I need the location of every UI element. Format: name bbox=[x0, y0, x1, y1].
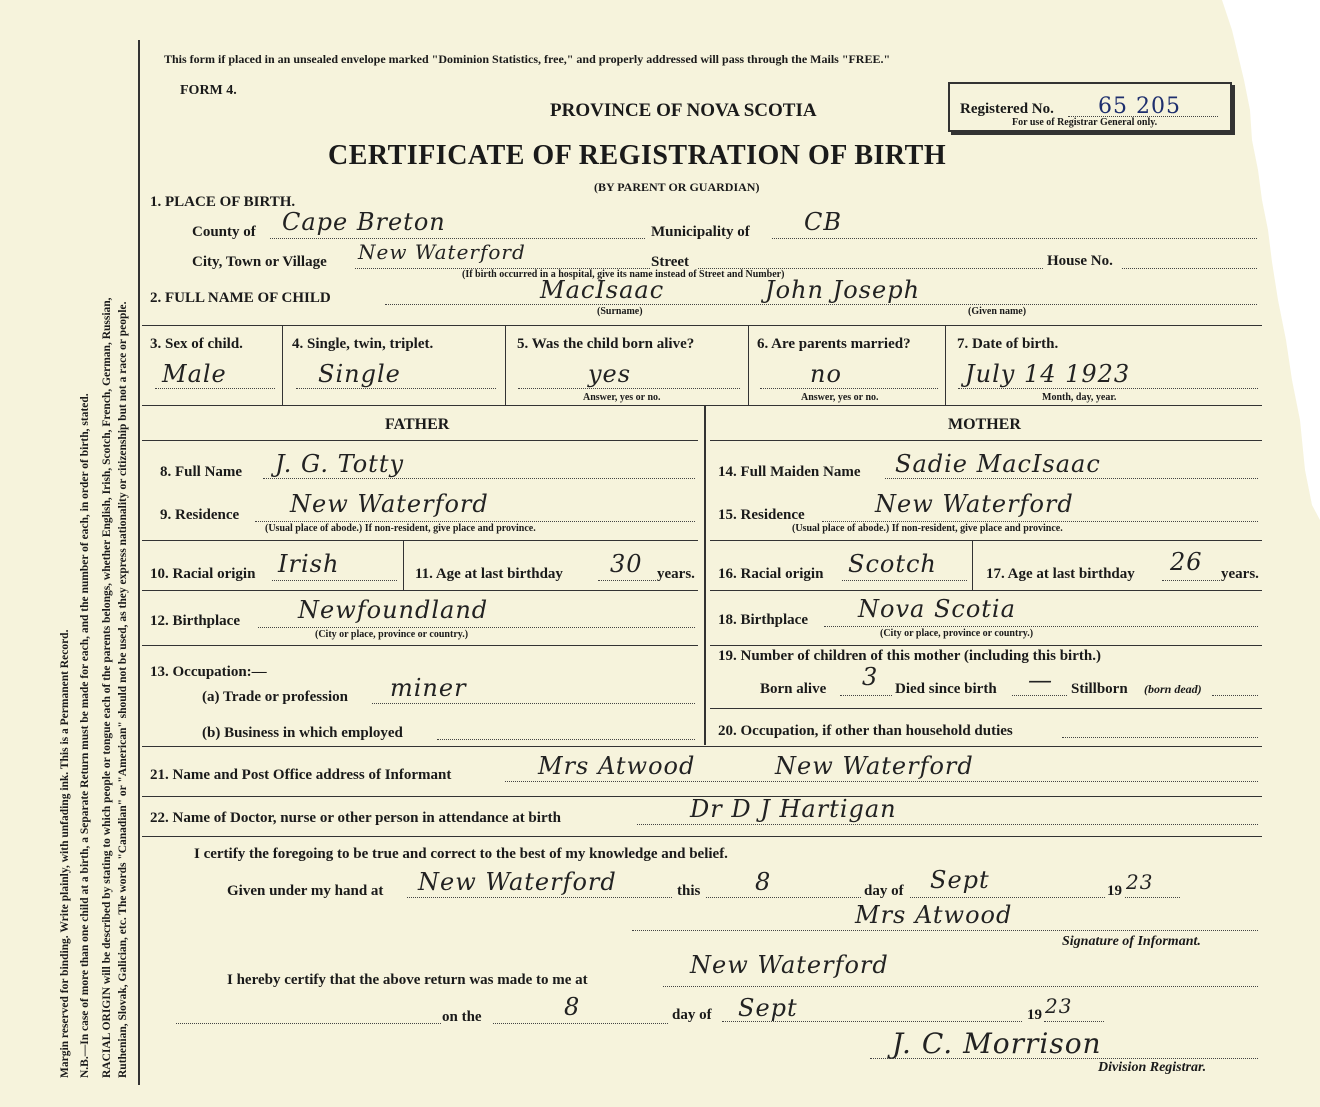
father-age-divider bbox=[403, 540, 404, 590]
date-of-birth-label: 7. Date of birth. bbox=[957, 336, 1059, 352]
year-line bbox=[1125, 897, 1180, 898]
mother-residence-caption: (Usual place of abode.) If non-resident, give place and province. bbox=[792, 523, 1063, 534]
mother-heading-rule bbox=[710, 440, 1262, 441]
mother-birthplace-label: 18. Birthplace bbox=[718, 612, 808, 628]
year-prefix: 19 bbox=[1107, 883, 1122, 899]
registrar-signature-caption: Division Registrar. bbox=[1098, 1060, 1207, 1075]
mother-racial-line bbox=[842, 580, 967, 581]
father-racial-line bbox=[272, 580, 397, 581]
sex-value: Male bbox=[162, 360, 227, 388]
born-alive-count-value: 3 bbox=[862, 663, 879, 691]
given-name-caption: (Given name) bbox=[968, 306, 1027, 317]
certify-text: I certify the foregoing to be true and correct to the best of my knowledge and belief. bbox=[194, 846, 728, 862]
month-value: Sept bbox=[930, 866, 990, 894]
single-twin-line bbox=[296, 388, 496, 389]
date-of-birth-value: July 14 1923 bbox=[965, 360, 1131, 388]
mother-name-line bbox=[885, 478, 1258, 479]
side-note-nb: N.B.—In case of more than one child at a birth, a Separate Return must be made for each, and the number of each, in order of birth, stated. bbox=[79, 393, 91, 1078]
mother-rule-2 bbox=[710, 540, 1262, 541]
father-birthplace-value: Newfoundland bbox=[298, 596, 489, 624]
mother-age-value: 26 bbox=[1170, 548, 1203, 576]
mail-notice: This form if placed in an unsealed envelope marked "Dominion Statistics, free," and properly addressed will pass through the Mails "FREE." bbox=[164, 52, 891, 66]
business-line bbox=[437, 739, 695, 740]
died-since-birth-label: Died since birth bbox=[895, 681, 997, 697]
single-twin-value: Single bbox=[318, 360, 401, 388]
day-line bbox=[706, 897, 861, 898]
this-label: this bbox=[677, 883, 701, 899]
county-label: County of bbox=[192, 224, 256, 240]
day-value: 8 bbox=[755, 868, 772, 896]
side-note-margin: Margin reserved for binding. Write plainly, with unfading ink. This is a Permanent Record. bbox=[59, 629, 71, 1078]
mother-residence-line bbox=[822, 521, 1258, 522]
place-of-birth-heading: 1. PLACE OF BIRTH. bbox=[150, 194, 296, 210]
informant-signature: Mrs Atwood bbox=[855, 901, 1013, 929]
details-bottom-rule bbox=[142, 405, 1262, 406]
father-name-line bbox=[263, 478, 695, 479]
father-residence-line bbox=[255, 521, 695, 522]
mother-heading: MOTHER bbox=[948, 416, 1021, 433]
day-of-label: day of bbox=[864, 883, 904, 899]
father-rule-4 bbox=[142, 645, 698, 646]
parents-married-caption: Answer, yes or no. bbox=[801, 392, 879, 403]
side-note-racial-1: RACIAL ORIGIN will be described by stating to which people or tongue each of the parents belongs, whether English, Irish, Scotch, French, German, Russian, bbox=[101, 297, 113, 1078]
born-alive-label: 5. Was the child born alive? bbox=[517, 336, 695, 352]
mother-years-label: years. bbox=[1221, 566, 1259, 582]
doctor-label: 22. Name of Doctor, nurse or other person in attendance at birth bbox=[150, 810, 561, 826]
registrar-blank-line bbox=[176, 1023, 441, 1024]
municipality-value: CB bbox=[804, 208, 842, 236]
informant-address-value: New Waterford bbox=[775, 752, 974, 780]
parents-married-line bbox=[760, 388, 938, 389]
informant-name-value: Mrs Atwood bbox=[538, 752, 696, 780]
born-alive-value: yes bbox=[588, 360, 632, 388]
certificate-title: CERTIFICATE OF REGISTRATION OF BIRTH bbox=[328, 140, 947, 171]
date-of-birth-line bbox=[958, 388, 1258, 389]
reg-day-of-label: day of bbox=[672, 1007, 712, 1023]
father-birthplace-label: 12. Birthplace bbox=[150, 613, 240, 629]
business-label: (b) Business in which employed bbox=[202, 725, 403, 741]
parents-married-label: 6. Are parents married? bbox=[757, 336, 911, 352]
street-label: Street bbox=[651, 254, 690, 270]
informant-line bbox=[505, 781, 1258, 782]
parents-married-value: no bbox=[810, 360, 842, 388]
trade-value: miner bbox=[390, 674, 467, 702]
details-top-rule bbox=[142, 325, 1262, 326]
registrar-place-value: New Waterford bbox=[690, 951, 889, 979]
father-occupation-label: 13. Occupation:— bbox=[150, 664, 267, 680]
father-age-value: 30 bbox=[610, 550, 643, 578]
father-heading: FATHER bbox=[385, 416, 450, 433]
father-years-label: years. bbox=[657, 566, 695, 582]
certificate-subtitle: (BY PARENT OR GUARDIAN) bbox=[594, 180, 760, 194]
child-given-value: John Joseph bbox=[765, 276, 921, 304]
born-alive-count-line bbox=[840, 695, 892, 696]
father-rule-2 bbox=[142, 540, 698, 541]
side-note-racial-2: Ruthenian, Slovak, Galician, etc. The words "Canadian" or "American" should not be used, as they express nationality or citizenship but not a race or people. bbox=[117, 301, 129, 1078]
father-birthplace-line bbox=[258, 627, 695, 628]
stillborn-note: (born dead) bbox=[1144, 682, 1202, 696]
registered-number-box bbox=[948, 82, 1232, 132]
reg-year-prefix: 19 bbox=[1027, 1007, 1042, 1023]
registrar-note: For use of Registrar General only. bbox=[1012, 117, 1158, 128]
mother-rule-5 bbox=[710, 708, 1262, 709]
details-divider-1 bbox=[282, 325, 283, 405]
father-residence-caption: (Usual place of abode.) If non-resident, give place and province. bbox=[265, 523, 536, 534]
form-number: FORM 4. bbox=[180, 83, 237, 98]
mother-age-label: 17. Age at last birthday bbox=[986, 566, 1135, 582]
father-rule-3 bbox=[142, 590, 698, 591]
doctor-value: Dr D J Hartigan bbox=[690, 795, 897, 823]
father-heading-rule bbox=[142, 440, 698, 441]
father-racial-label: 10. Racial origin bbox=[150, 566, 256, 582]
mother-rule-4 bbox=[710, 645, 1262, 646]
house-no-label: House No. bbox=[1047, 253, 1113, 269]
registrar-certify-text: I hereby certify that the above return was made to me at bbox=[227, 972, 588, 988]
born-alive-count-label: Born alive bbox=[760, 681, 827, 697]
date-of-birth-caption: Month, day, year. bbox=[1042, 392, 1117, 403]
given-place-value: New Waterford bbox=[418, 868, 617, 896]
father-residence-label: 9. Residence bbox=[160, 507, 240, 523]
details-divider-2 bbox=[505, 325, 506, 405]
child-name-label: 2. FULL NAME OF CHILD bbox=[150, 290, 331, 306]
born-alive-caption: Answer, yes or no. bbox=[583, 392, 661, 403]
informant-signature-caption: Signature of Informant. bbox=[1062, 934, 1201, 949]
reg-year-line bbox=[1044, 1021, 1104, 1022]
mother-name-value: Sadie MacIsaac bbox=[895, 450, 1101, 478]
stillborn-line bbox=[1212, 695, 1258, 696]
hospital-note: (If birth occurred in a hospital, give its name instead of Street and Number) bbox=[462, 269, 785, 280]
mother-racial-value: Scotch bbox=[848, 550, 937, 578]
mother-rule-3 bbox=[710, 590, 1262, 591]
father-name-value: J. G. Totty bbox=[275, 450, 405, 478]
father-birthplace-caption: (City or place, province or country.) bbox=[315, 629, 469, 640]
city-label: City, Town or Village bbox=[192, 254, 327, 270]
details-divider-3 bbox=[748, 325, 749, 405]
registrar-signature-line bbox=[870, 1058, 1258, 1059]
on-the-label: on the bbox=[442, 1009, 482, 1025]
county-line bbox=[270, 238, 645, 239]
municipality-label: Municipality of bbox=[651, 224, 750, 240]
binding-margin-line bbox=[138, 40, 140, 1085]
trade-label: (a) Trade or profession bbox=[202, 689, 348, 705]
given-under-hand-label: Given under my hand at bbox=[227, 883, 384, 899]
city-value: New Waterford bbox=[358, 240, 526, 264]
reg-year-suffix: 23 bbox=[1045, 994, 1073, 1018]
details-divider-4 bbox=[945, 325, 946, 405]
mother-occupation-label: 20. Occupation, if other than household duties bbox=[718, 723, 1013, 739]
mother-birthplace-line bbox=[824, 626, 1258, 627]
died-since-birth-value: — bbox=[1028, 666, 1053, 694]
year-suffix: 23 bbox=[1126, 870, 1154, 894]
reg-month-value: Sept bbox=[738, 994, 798, 1022]
surname-caption: (Surname) bbox=[597, 306, 643, 317]
sex-line bbox=[155, 388, 275, 389]
mother-racial-label: 16. Racial origin bbox=[718, 566, 824, 582]
reg-day-value: 8 bbox=[564, 993, 581, 1021]
house-no-line bbox=[1122, 268, 1257, 269]
father-age-label: 11. Age at last birthday bbox=[415, 566, 563, 582]
registrar-signature: J. C. Morrison bbox=[892, 1027, 1102, 1060]
mother-birthplace-value: Nova Scotia bbox=[858, 595, 1016, 623]
single-twin-label: 4. Single, twin, triplet. bbox=[292, 336, 434, 352]
informant-label: 21. Name and Post Office address of Informant bbox=[150, 767, 452, 783]
father-name-label: 8. Full Name bbox=[160, 464, 243, 480]
trade-line bbox=[372, 703, 695, 704]
informant-signature-line bbox=[632, 930, 1258, 931]
mother-name-label: 14. Full Maiden Name bbox=[718, 464, 861, 480]
municipality-line bbox=[772, 238, 1257, 239]
father-age-line bbox=[598, 580, 656, 581]
parents-bottom-rule bbox=[142, 746, 1262, 747]
mother-residence-label: 15. Residence bbox=[718, 507, 805, 523]
sex-label: 3. Sex of child. bbox=[150, 336, 243, 352]
mother-age-divider bbox=[972, 540, 973, 590]
mother-occupation-line bbox=[1062, 737, 1258, 738]
province-heading: PROVINCE OF NOVA SCOTIA bbox=[550, 100, 817, 121]
doctor-bottom-rule bbox=[142, 836, 1262, 837]
mother-age-line bbox=[1162, 580, 1220, 581]
registered-number-value: 65 205 bbox=[1098, 94, 1181, 119]
father-residence-value: New Waterford bbox=[290, 490, 489, 518]
mother-birthplace-caption: (City or place, province or country.) bbox=[880, 628, 1034, 639]
parents-center-divider bbox=[704, 405, 706, 745]
doctor-line bbox=[637, 824, 1258, 825]
died-since-birth-line bbox=[1012, 695, 1067, 696]
month-line bbox=[910, 897, 1105, 898]
mother-residence-value: New Waterford bbox=[875, 490, 1074, 518]
reg-day-line bbox=[493, 1023, 668, 1024]
given-place-line bbox=[407, 897, 672, 898]
child-surname-value: MacIsaac bbox=[540, 276, 665, 304]
county-value: Cape Breton bbox=[282, 208, 446, 236]
child-name-line bbox=[385, 304, 1257, 305]
registered-label: Registered No. bbox=[960, 101, 1054, 117]
registrar-place-line bbox=[663, 986, 1258, 987]
children-count-label: 19. Number of children of this mother (including this birth.) bbox=[718, 648, 1101, 664]
born-alive-line bbox=[518, 388, 740, 389]
stillborn-label: Stillborn bbox=[1071, 681, 1128, 697]
father-racial-value: Irish bbox=[278, 550, 340, 578]
